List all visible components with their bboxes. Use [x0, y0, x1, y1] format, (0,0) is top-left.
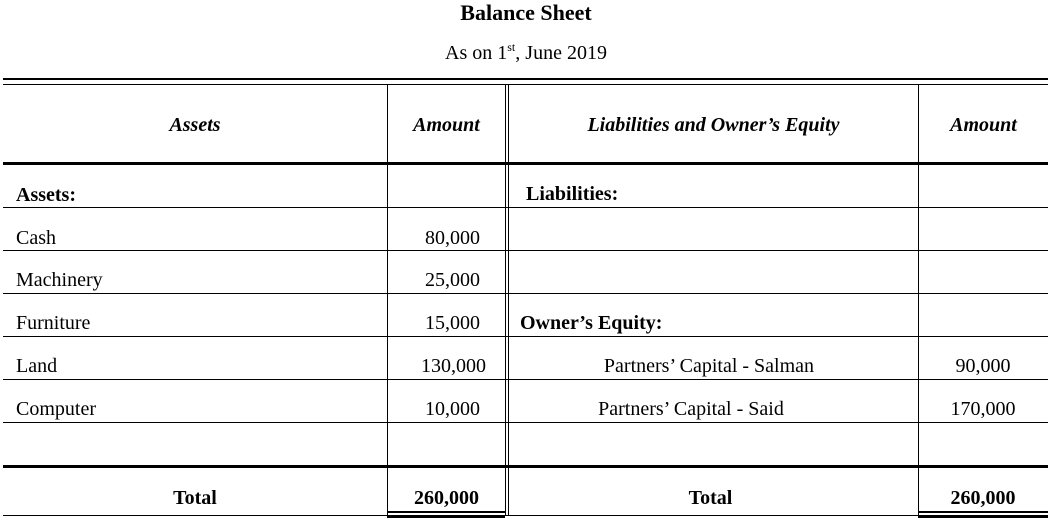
row-divider	[3, 336, 1048, 337]
page-subtitle	[0, 40, 1052, 66]
page-title: Balance Sheet	[460, 0, 592, 25]
equity-label: Partners’ Capital - Said	[598, 398, 784, 420]
asset-amount: 10,000	[425, 398, 480, 420]
equity-label: Partners’ Capital - Salman	[603, 355, 815, 377]
table-top-border	[3, 84, 1048, 85]
subtitle-superscript: st	[507, 40, 516, 54]
liabilities-total-amount: 260,000	[950, 487, 1016, 509]
total-underline	[918, 516, 1048, 518]
asset-amount: 130,000	[421, 355, 486, 377]
header-liabilities: Liabilities and Owner’s Equity	[587, 114, 840, 136]
assets-total-amount: 260,000	[414, 487, 479, 509]
header-assets: Assets	[169, 114, 221, 136]
assets-total-label: Total	[173, 487, 217, 509]
row-divider	[3, 293, 1048, 294]
header-assets-amount: Amount	[413, 114, 480, 136]
liabilities-total-label: Total	[688, 487, 733, 509]
subtitle-suffix: , June 2019	[515, 42, 607, 64]
equity-section-label: Owner’s Equity:	[520, 312, 663, 334]
assets-section-label: Assets:	[16, 184, 76, 206]
row-divider	[3, 422, 1048, 423]
column-divider	[387, 84, 388, 515]
subtitle-prefix: As on 1	[445, 42, 508, 64]
asset-label: Land	[16, 355, 58, 377]
row-divider	[3, 379, 1048, 380]
liabilities-section-label: Liabilities:	[526, 183, 619, 205]
total-underline	[387, 516, 505, 518]
column-divider	[918, 84, 919, 515]
column-divider	[508, 84, 509, 515]
asset-amount: 25,000	[425, 269, 480, 291]
header-divider	[3, 162, 1048, 165]
total-underline	[918, 511, 1048, 513]
equity-amount: 90,000	[955, 355, 1011, 377]
asset-label: Machinery	[16, 269, 103, 291]
total-underline	[387, 511, 505, 513]
asset-amount: 15,000	[425, 312, 480, 334]
total-divider	[3, 465, 1048, 468]
column-divider	[505, 84, 506, 515]
header-liabilities-amount: Amount	[950, 114, 1017, 136]
row-divider	[3, 207, 1048, 208]
asset-amount: 80,000	[425, 227, 480, 249]
table-top-border	[3, 78, 1048, 80]
asset-label: Furniture	[16, 312, 91, 334]
table-bottom-border	[3, 515, 1048, 516]
row-divider	[3, 250, 1048, 251]
asset-label: Cash	[16, 227, 56, 249]
equity-amount: 170,000	[950, 398, 1016, 420]
asset-label: Computer	[16, 398, 96, 420]
